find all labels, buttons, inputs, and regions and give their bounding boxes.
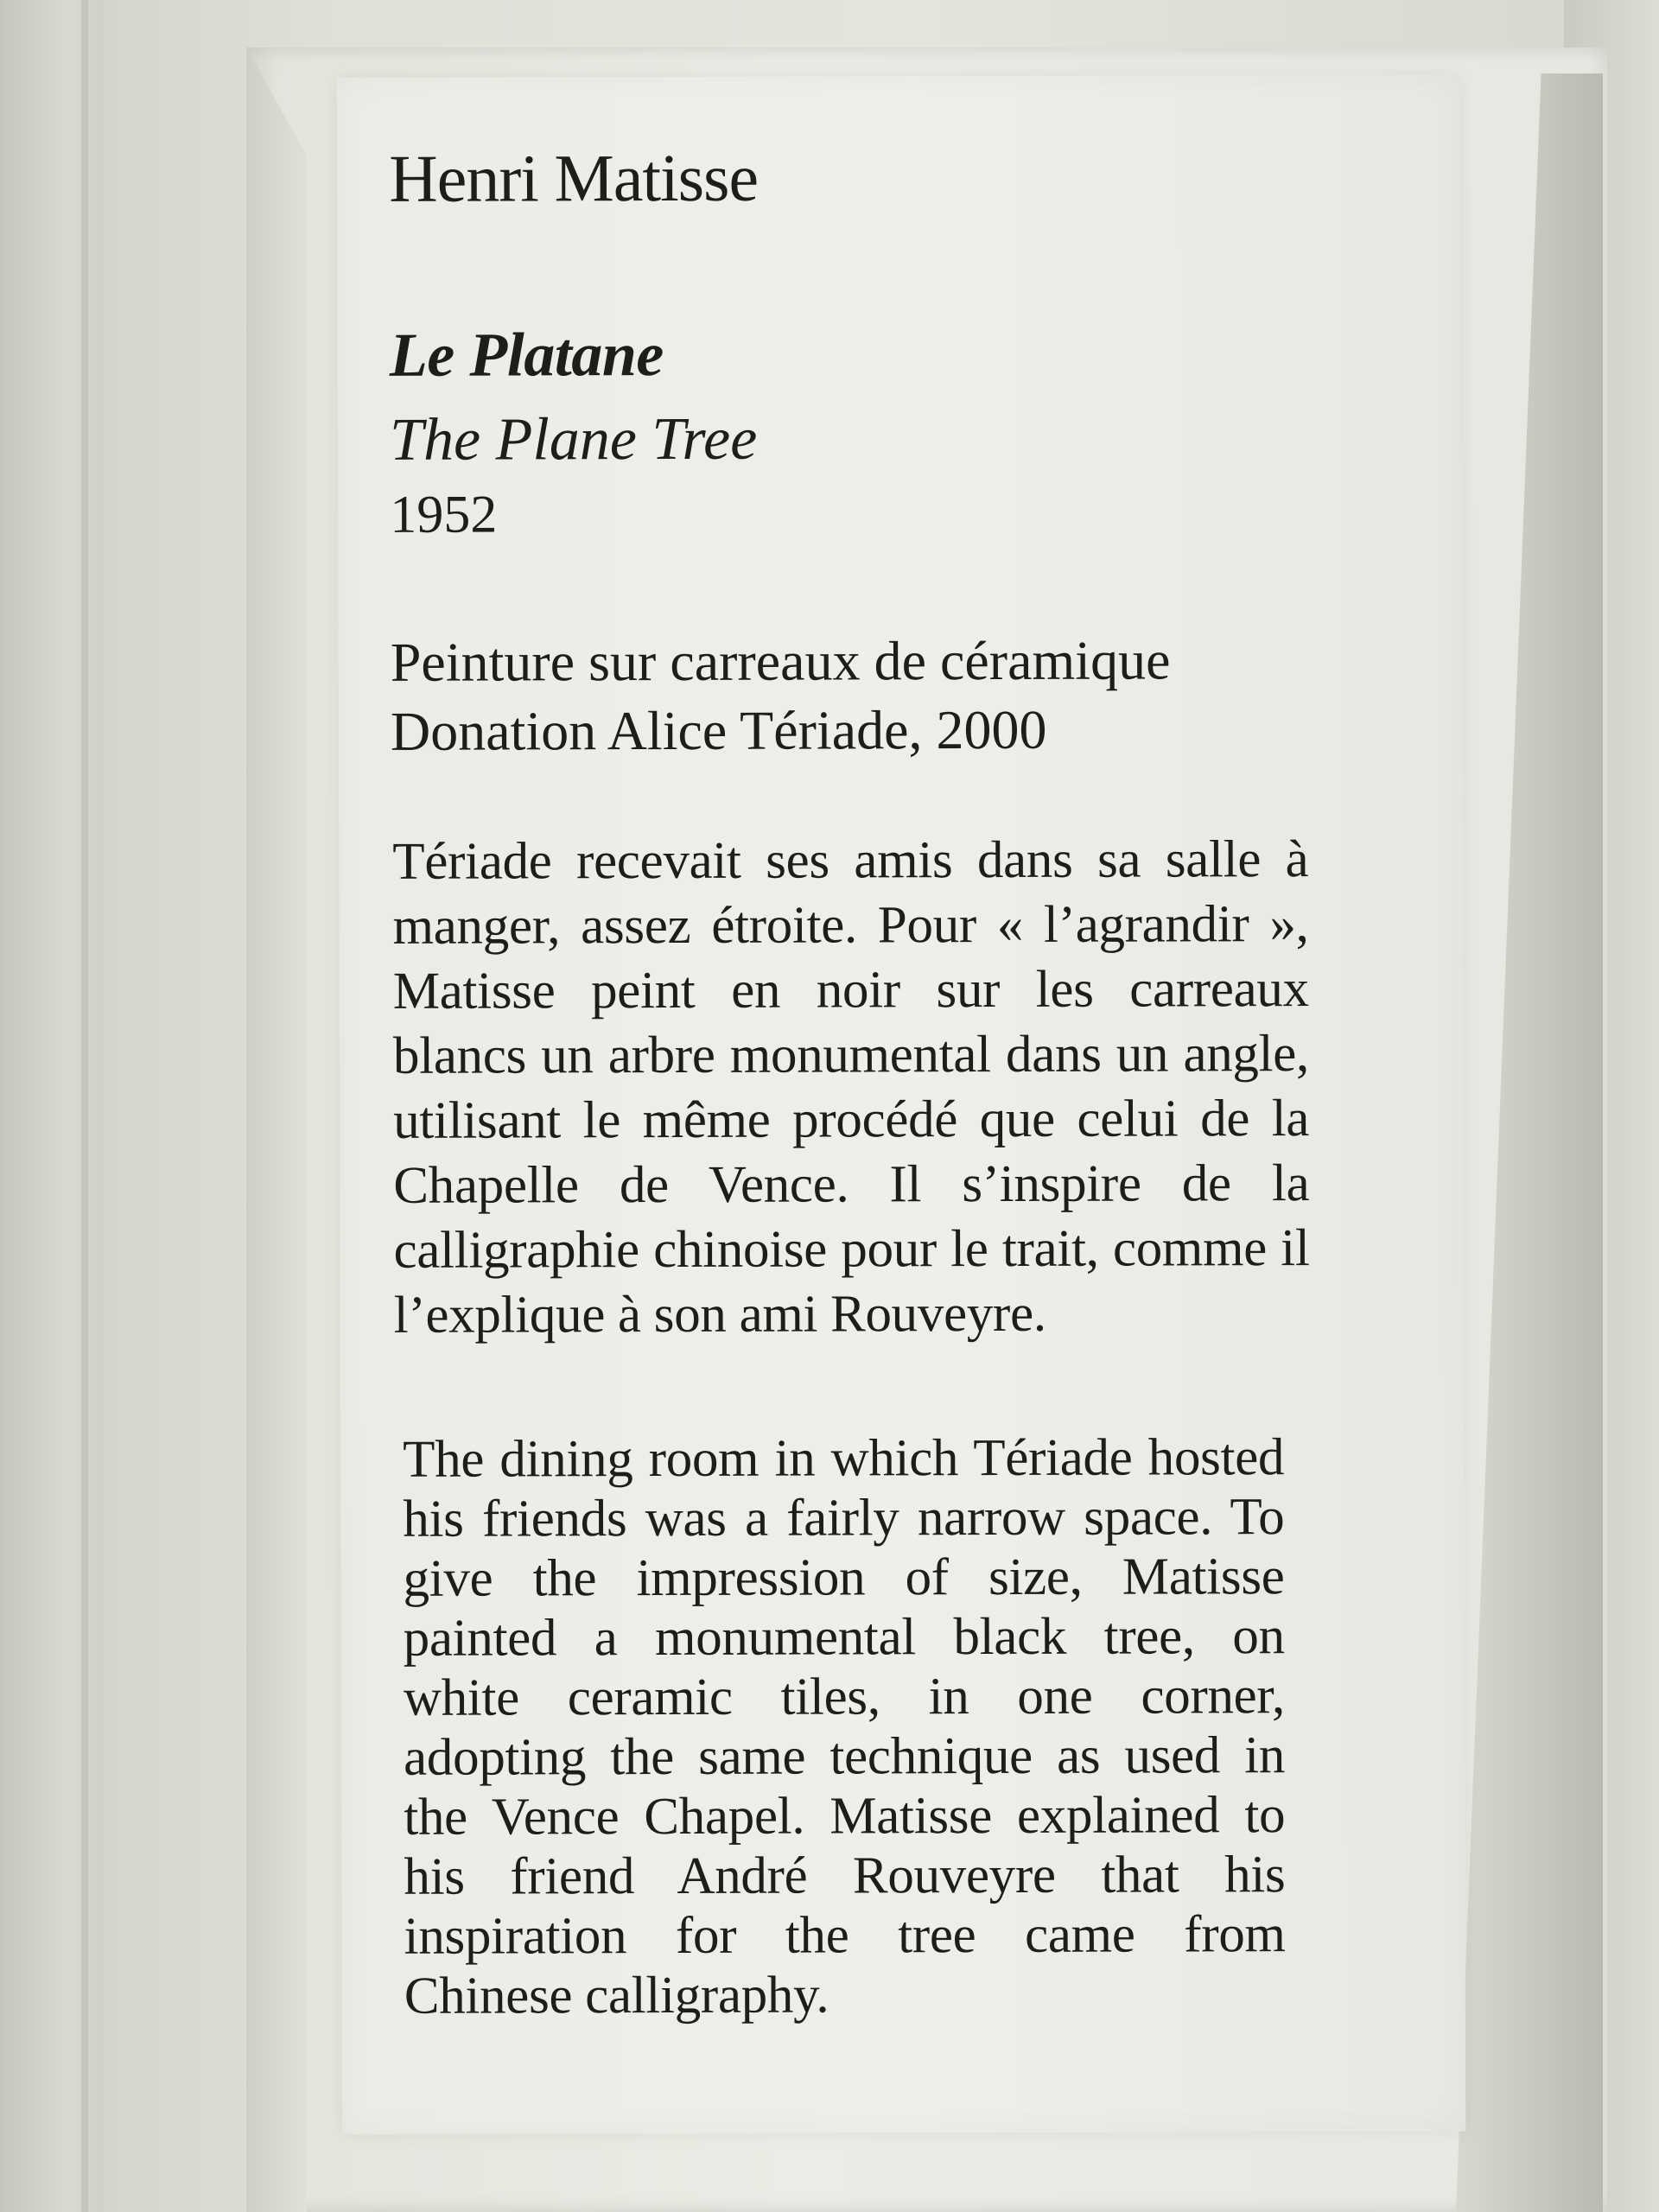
- artwork-title-fr: Le Platane: [389, 320, 664, 390]
- artwork-credit: Donation Alice Tériade, 2000: [390, 698, 1047, 762]
- artist-name: Henri Matisse: [389, 139, 759, 216]
- artwork-title-en: The Plane Tree: [389, 405, 758, 474]
- museum-label: [337, 75, 1465, 2134]
- artwork-year: 1952: [390, 485, 498, 544]
- description-fr: Tériade recevait ses amis dans sa salle à manger, assez étroite. Pour « l’agrandir », Matisse peint en noir sur les carreaux blancs un arbre monumental dans un angle, utilisant le même procédé que celui de la Chapelle de Vence. Il s’inspire de la calligraphie chinoise pour le trait, comme il l’explique à son ami Rouveyre.: [392, 830, 1310, 1344]
- artwork-medium: Peinture sur carreaux de céramique: [390, 629, 1171, 693]
- frame-left-bevel: [246, 48, 307, 2212]
- description-en: The dining room in which Tériade hosted his friends was a fairly narrow space. To give the impression of size, Matisse painted a monumental black tree, on white ceramic tiles, in one corner, adopting the same technique as used in the Vence Chapel. Matisse explained to his friend André Rouveyre that his inspiration for the tree came from Chinese calligraphy.: [403, 1428, 1286, 2025]
- wall-left-edge: [0, 0, 104, 2212]
